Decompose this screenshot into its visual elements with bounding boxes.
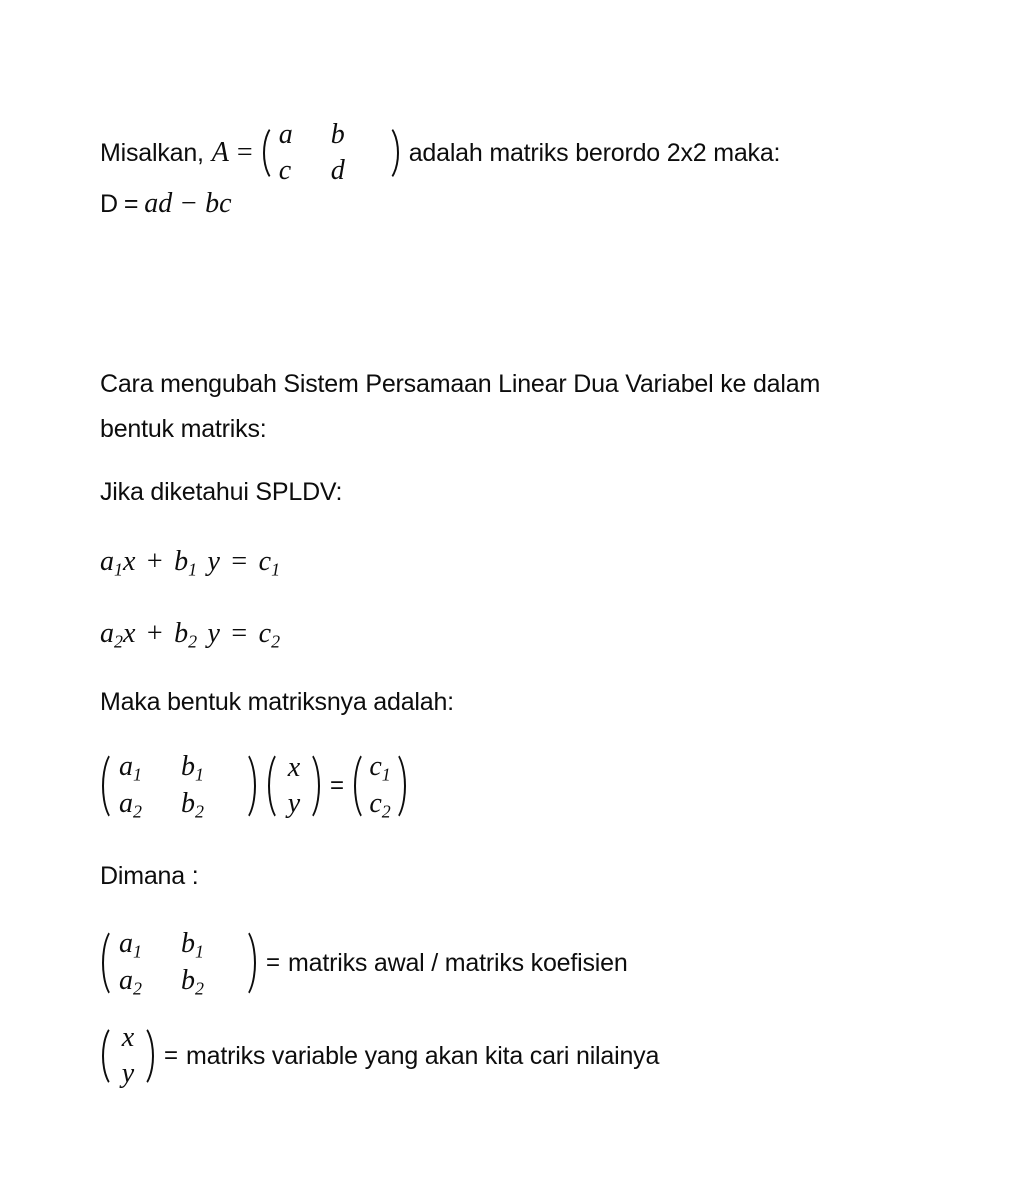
matrix-cells [115,748,243,824]
matrix-form-heading [100,688,454,717]
cell-c1: $c_1$ [369,750,391,785]
cell-a2: $a_2$ [119,965,142,999]
cell-x: x [287,752,301,784]
matrix-row [119,749,243,786]
determinant-expression: ad − bc [144,188,232,219]
cell-x: x [121,1022,135,1054]
legend-item2-equals: = [164,1042,179,1069]
howto-line-1: Cara mengubah Sistem Persamaan Linear Dua Variabel ke dalam [100,370,821,398]
eq1-x: x [122,546,136,577]
intro-tail-text: adalah matriks berordo 2x2 maka: [408,138,781,167]
determinant-equals: = [123,189,139,218]
eq1-plus: + [146,546,163,577]
matrix-form-heading-text: Maka bentuk matriksnya adalah: [100,688,454,716]
legend-item2-description: matriks variable yang akan kita cari nilainya [186,1041,660,1070]
left-paren [266,748,281,824]
left-paren [352,748,367,824]
constant-vector [352,748,408,824]
eq2-equals: = [231,618,248,649]
legend-heading [100,862,198,891]
cell-b2: $b_2$ [181,965,204,999]
matrix-equation-equals: = [330,772,345,799]
right-paren [141,1022,156,1090]
left-paren [100,1022,115,1090]
right-paren [243,925,258,1001]
cell-b2: $b_2$ [181,788,204,822]
left-paren [261,122,276,184]
eq1-term-c: $c_1$ [258,546,281,580]
eq2-term-a: $a_2$ [100,618,123,652]
legend-item1-equals: = [266,949,281,976]
intro-line-1 [100,119,781,186]
left-paren [100,748,115,824]
legend-variable-vector [100,1022,156,1090]
eq2-term-b: $b_2$ [174,618,198,652]
intro-lead-text: Misalkan, [100,138,204,167]
coefficient-matrix [100,748,258,824]
cell-a2: $a_2$ [119,788,142,822]
legend-item1-description: matriks awal / matriks koefisien [288,948,628,977]
right-paren [393,748,408,824]
cell-a: a [278,119,293,151]
given-heading [100,478,342,507]
matrix-abcd [261,119,401,186]
cell-b: b [330,119,345,151]
cell-a1: $a_1$ [119,927,142,962]
matrix-row [119,786,243,823]
cell-c2: $c_2$ [369,788,391,822]
cell-b1: $b_1$ [181,750,204,785]
cell-b1: $b_1$ [181,927,204,962]
legend-heading-text: Dimana : [100,862,199,890]
eq2-plus: + [146,618,163,649]
eq1-term-a: $a_1$ [100,546,123,580]
eq2-y: y [207,618,220,649]
given-heading-text: Jika diketahui SPLDV: [100,478,343,506]
spldv-equation-1 [100,546,280,580]
cell-a1: $a_1$ [119,750,142,785]
matrix-variable-a: A [211,137,229,168]
matrix-row [119,926,243,963]
spldv-equation-2 [100,618,280,652]
eq2-term-c: $c_2$ [258,618,281,652]
howto-paragraph [100,362,820,452]
variable-vector [266,748,322,824]
determinant-label: D [100,189,118,218]
right-paren [307,748,322,824]
left-paren [100,925,115,1001]
intro-definition-block [100,119,781,220]
eq1-equals: = [231,546,248,577]
cell-y: y [121,1058,135,1089]
eq1-y: y [207,546,220,577]
eq2-x: x [122,618,136,649]
legend-item-variable-vector [100,1022,659,1090]
matrix-row [279,117,383,153]
legend-coefficient-matrix [100,925,258,1001]
right-paren [243,748,258,824]
cell-c: c [278,155,292,186]
right-paren [386,122,401,184]
matrix-row [279,153,383,189]
matrix-equation [100,748,408,824]
matrix-row [119,963,243,1000]
howto-line-2: bentuk matriks: [100,415,267,443]
cell-y: y [287,788,301,819]
legend-item-coefficient-matrix [100,925,628,1001]
intro-equals-sign: = [236,137,253,168]
cell-d: d [330,155,345,186]
matrix-cells [115,925,243,1001]
eq1-term-b: $b_1$ [174,546,198,580]
determinant-line [100,188,780,220]
